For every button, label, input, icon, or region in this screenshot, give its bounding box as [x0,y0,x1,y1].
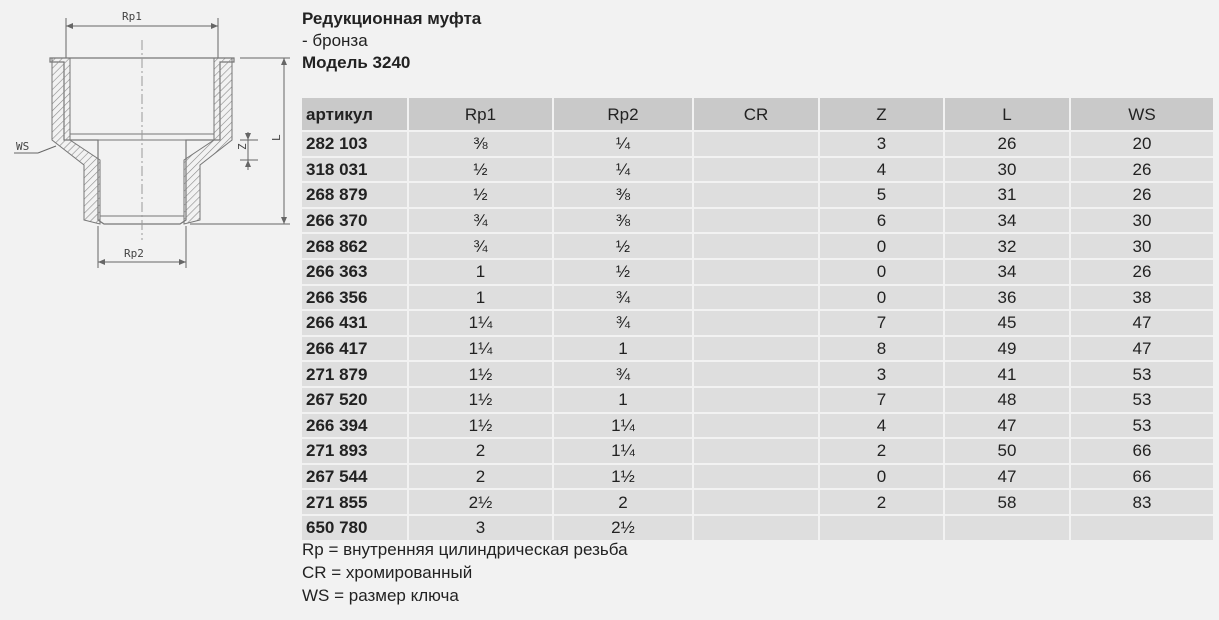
rp2-label: Rp2 [124,247,144,260]
table-cell: 30 [1070,233,1214,259]
table-row [302,208,1214,234]
table-cell: 1¼ [408,336,553,362]
table-header-row [302,98,1214,131]
table-cell: 83 [1070,489,1214,515]
table-cell: 1¼ [553,438,693,464]
table-cell: 1½ [408,361,553,387]
table-cell: 271 855 [302,489,408,515]
table-row [302,259,1214,285]
table-cell: 266 394 [302,413,408,439]
column-header: CR [693,98,819,131]
table-cell: ½ [553,233,693,259]
product-material: - бронза [302,31,368,50]
table-cell: 26 [944,131,1070,157]
table-cell [693,387,819,413]
l-label: L [270,134,283,141]
table-row [302,310,1214,336]
table-cell: 2 [408,438,553,464]
table-cell: ⅜ [553,182,693,208]
table-cell [693,515,819,541]
table-cell: 268 862 [302,233,408,259]
table-cell: 34 [944,208,1070,234]
table-cell: 36 [944,285,1070,311]
table-cell: 1¼ [553,413,693,439]
table-cell [693,489,819,515]
coupling-drawing [0,0,300,280]
table-cell: 282 103 [302,131,408,157]
table-cell: 20 [1070,131,1214,157]
table-cell: 0 [819,285,944,311]
table-row [302,515,1214,541]
table-cell: 45 [944,310,1070,336]
table-cell [693,157,819,183]
table-cell [693,413,819,439]
table-cell [944,515,1070,541]
table-cell: 1 [408,259,553,285]
product-title: Редукционная муфта [302,9,482,28]
table-cell: 32 [944,233,1070,259]
table-cell: 266 370 [302,208,408,234]
table-cell [693,438,819,464]
table-cell: 4 [819,157,944,183]
table-cell: ¾ [553,361,693,387]
table-row [302,131,1214,157]
table-cell: 266 431 [302,310,408,336]
table-cell [693,336,819,362]
table-cell: 7 [819,310,944,336]
table-cell: 1 [553,387,693,413]
rp1-label: Rp1 [122,10,142,23]
table-cell: 4 [819,413,944,439]
column-header: артикул [302,98,408,131]
table-cell [693,361,819,387]
table-cell: 66 [1070,438,1214,464]
table-cell: 0 [819,233,944,259]
product-model: Модель 3240 [302,53,411,72]
spec-table [302,98,1215,542]
table-cell: 266 363 [302,259,408,285]
table-cell: 47 [1070,310,1214,336]
table-row [302,361,1214,387]
table-cell: 49 [944,336,1070,362]
table-cell: 26 [1070,259,1214,285]
table-cell: 650 780 [302,515,408,541]
table-cell: 5 [819,182,944,208]
table-cell: 30 [944,157,1070,183]
table-cell: ¾ [408,233,553,259]
column-header: Rp2 [553,98,693,131]
table-cell: 267 520 [302,387,408,413]
table-row [302,336,1214,362]
table-cell: ½ [553,259,693,285]
table-cell: 47 [944,413,1070,439]
table-cell: 53 [1070,387,1214,413]
table-cell: 48 [944,387,1070,413]
legend [302,538,628,607]
table-cell: 3 [819,131,944,157]
table-cell: 38 [1070,285,1214,311]
table-cell: 66 [1070,464,1214,490]
table-cell: ¼ [553,157,693,183]
table-cell [693,131,819,157]
table-row [302,489,1214,515]
table-cell: 2½ [553,515,693,541]
table-row [302,157,1214,183]
table-cell: ¾ [553,310,693,336]
table-cell: 1½ [408,413,553,439]
product-header [302,8,481,74]
table-row [302,387,1214,413]
table-cell [693,464,819,490]
table-cell: 2 [819,438,944,464]
legend-ws: WS = размер ключа [302,586,459,605]
column-header: Rp1 [408,98,553,131]
table-cell: 266 356 [302,285,408,311]
table-cell: 1¼ [408,310,553,336]
table-cell: 1 [553,336,693,362]
table-cell: 47 [1070,336,1214,362]
table-cell [693,259,819,285]
table-cell: 53 [1070,361,1214,387]
table-cell: 2 [553,489,693,515]
table-cell [1070,515,1214,541]
table-cell: ⅜ [553,208,693,234]
table-cell: 30 [1070,208,1214,234]
table-cell [693,233,819,259]
legend-rp: Rp = внутренняя цилиндрическая резьба [302,540,628,559]
table-cell: 1 [408,285,553,311]
table-cell: 267 544 [302,464,408,490]
table-cell: 31 [944,182,1070,208]
table-cell: 58 [944,489,1070,515]
table-cell: 8 [819,336,944,362]
table-row [302,464,1214,490]
table-cell: 50 [944,438,1070,464]
table-cell [819,515,944,541]
table-cell: ¾ [408,208,553,234]
table-cell [693,208,819,234]
column-header: L [944,98,1070,131]
table-cell: 7 [819,387,944,413]
table-cell: 2 [408,464,553,490]
table-cell: 1½ [408,387,553,413]
table-cell [693,285,819,311]
table-cell: 0 [819,464,944,490]
table-cell: 1½ [553,464,693,490]
table-cell: ½ [408,157,553,183]
table-cell: 26 [1070,182,1214,208]
column-header: WS [1070,98,1214,131]
table-row [302,233,1214,259]
table-cell: 0 [819,259,944,285]
legend-cr: CR = хромированный [302,563,473,582]
table-row [302,413,1214,439]
table-row [302,182,1214,208]
table-cell: 271 893 [302,438,408,464]
table-cell: 268 879 [302,182,408,208]
ws-label: WS [16,140,30,153]
table-cell [693,310,819,336]
table-cell: 3 [819,361,944,387]
table-cell: 53 [1070,413,1214,439]
table-cell: 2 [819,489,944,515]
table-cell: 266 417 [302,336,408,362]
table-cell: ¾ [553,285,693,311]
table-cell [693,182,819,208]
table-cell: 47 [944,464,1070,490]
column-header: Z [819,98,944,131]
table-cell: 34 [944,259,1070,285]
table-cell: 41 [944,361,1070,387]
table-cell: 318 031 [302,157,408,183]
table-cell: 2½ [408,489,553,515]
table-row [302,285,1214,311]
table-cell: ⅜ [408,131,553,157]
table-cell: ¼ [553,131,693,157]
table-cell: 271 879 [302,361,408,387]
z-label: Z [236,143,249,150]
table-cell: 26 [1070,157,1214,183]
table-cell: 3 [408,515,553,541]
table-cell: ½ [408,182,553,208]
table-cell: 6 [819,208,944,234]
table-row [302,438,1214,464]
